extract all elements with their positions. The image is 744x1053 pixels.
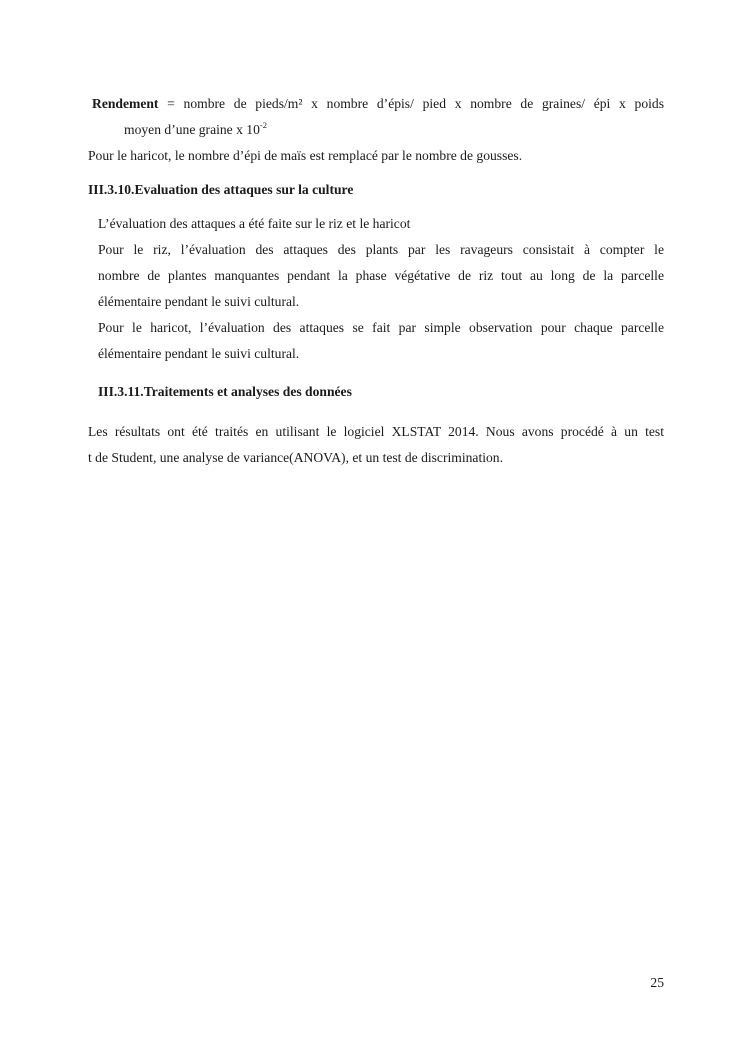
formula-label: Rendement <box>92 96 159 111</box>
section-3-11-heading: III.3.11.Traitements et analyses des données <box>98 384 352 399</box>
section-3-11-line-1: Les résultats ont été traités en utilisant le logiciel XLSTAT 2014. Nous avons procédé à un test <box>88 424 664 439</box>
section-3-10-haricot-line-2: élémentaire pendant le suivi cultural. <box>98 346 300 361</box>
formula-exponent: -2 <box>259 120 267 130</box>
formula-continuation-text: moyen d’une graine x 10 <box>124 122 260 137</box>
section-3-10-riz-line-3: élémentaire pendant le suivi cultural. <box>98 294 300 309</box>
yield-formula-line <box>92 96 664 112</box>
yield-formula-continuation <box>124 122 267 138</box>
section-3-10-riz-line-1: Pour le riz, l’évaluation des attaques des plants par les ravageurs consistait à compter le <box>98 242 664 257</box>
section-3-10-haricot-line-1: Pour le haricot, l’évaluation des attaques se fait par simple observation pour chaque parcelle <box>98 320 664 335</box>
section-3-10-intro: L’évaluation des attaques a été faite sur le riz et le haricot <box>98 216 411 231</box>
section-3-10-riz-line-2: nombre de plantes manquantes pendant la phase végétative de riz tout au long de la parcelle <box>98 268 664 283</box>
section-3-10-heading: III.3.10.Evaluation des attaques sur la culture <box>88 182 354 197</box>
formula-text: = nombre de pieds/m² x nombre d’épis/ pied x nombre de graines/ épi x poids <box>158 96 664 111</box>
haricot-note: Pour le haricot, le nombre d’épi de maïs est remplacé par le nombre de gousses. <box>88 148 523 163</box>
page-number: 25 <box>650 975 664 990</box>
section-3-11-line-2: t de Student, une analyse de variance(ANOVA), et un test de discrimination. <box>88 450 504 465</box>
